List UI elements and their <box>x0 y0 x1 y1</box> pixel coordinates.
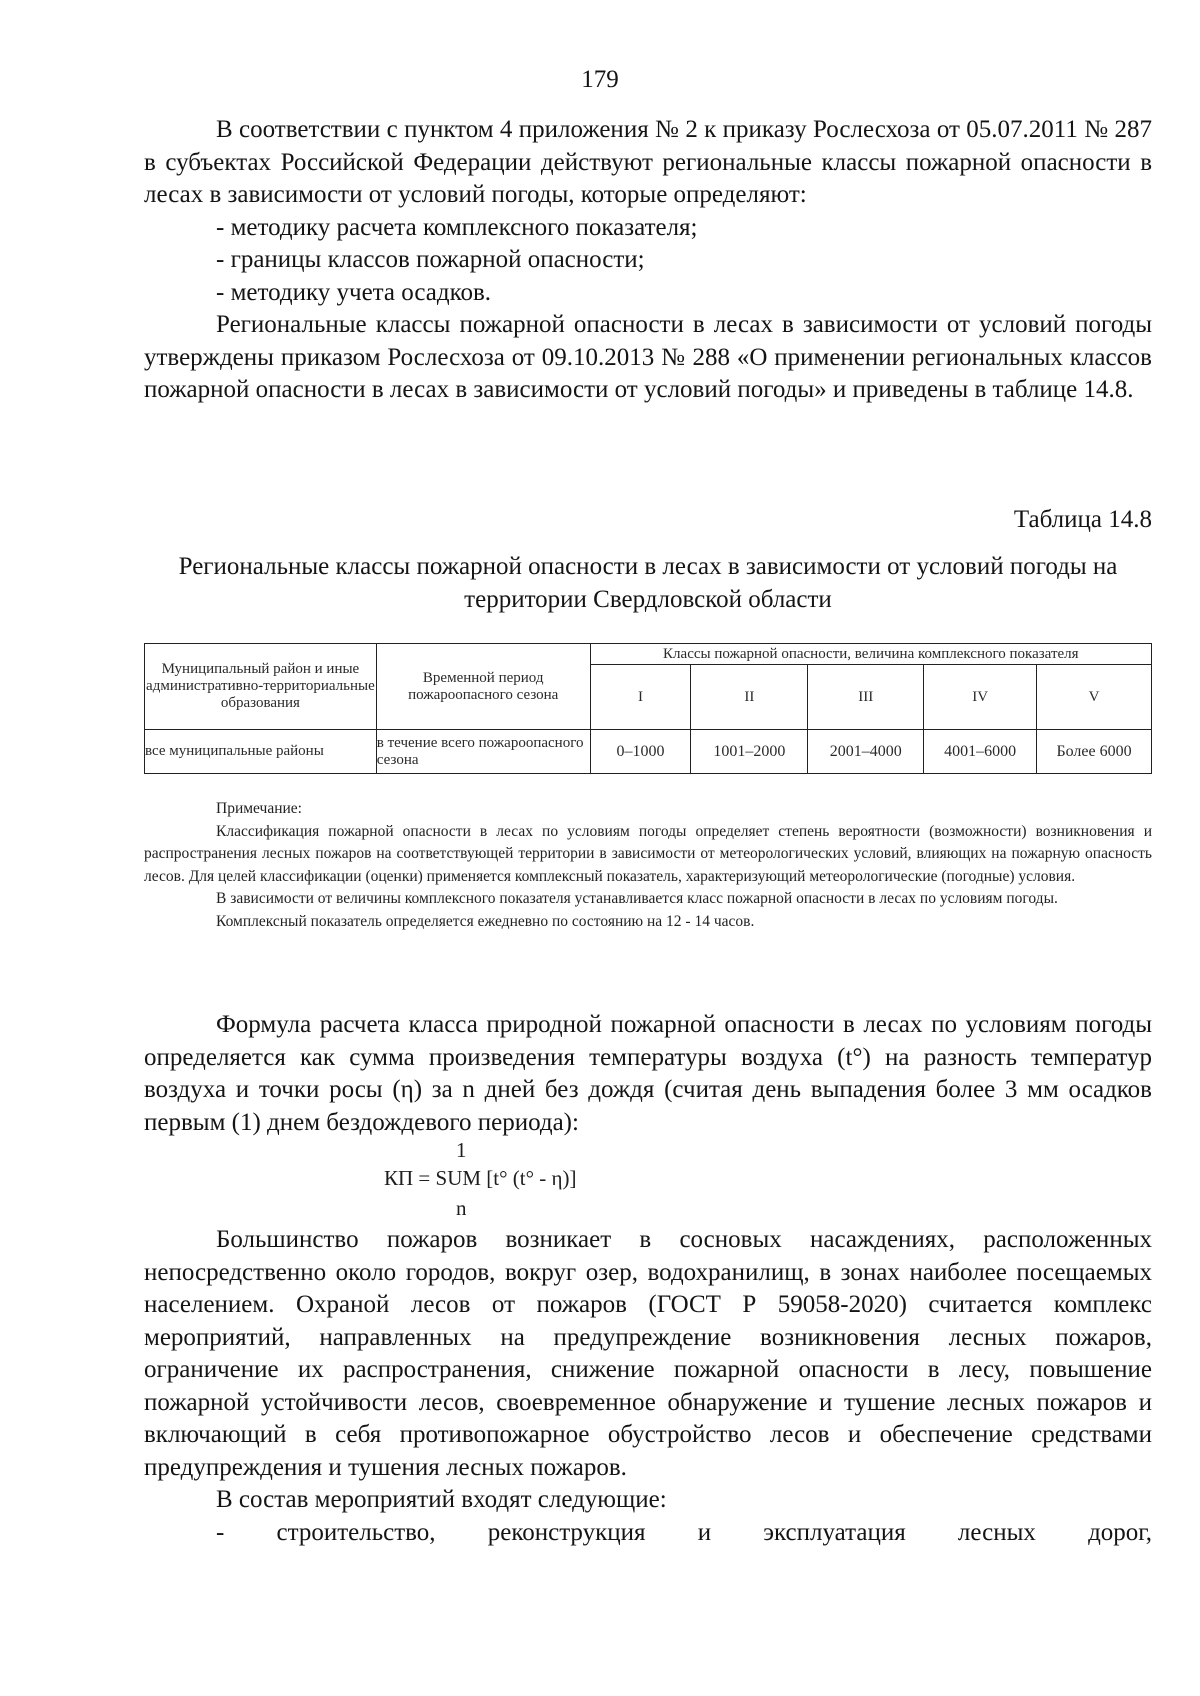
fire-protection-section <box>144 1224 1152 1549</box>
table-row <box>145 730 1152 774</box>
formula-lower-limit: n <box>456 1196 467 1220</box>
list-item: - границы классов пожарной опасности; <box>216 246 645 273</box>
list-item: - строительство, реконструкция и эксплуатация лесных дорог, <box>216 1518 1152 1546</box>
fires-paragraph: В состав мероприятий входят следующие: <box>216 1486 667 1513</box>
header-classes-group: Классы пожарной опасности, величина комплексного показателя <box>590 644 1151 665</box>
cell-value: 4001–6000 <box>924 730 1037 774</box>
cell-value: 1001–2000 <box>691 730 808 774</box>
table-note <box>144 798 1152 933</box>
header-municipality: Муниципальный район и иные административно-территориальные образования <box>145 644 377 730</box>
note-paragraph: В зависимости от величины комплексного показателя устанавливается класс пожарной опасности в лесах по условиям погоды. <box>216 890 1058 907</box>
table-label: Таблица 14.8 <box>1013 506 1152 533</box>
header-period: Временной период пожароопасного сезона <box>376 644 590 730</box>
cell-value: 2001–4000 <box>808 730 924 774</box>
header-class: V <box>1037 665 1152 730</box>
intro-section <box>144 114 1152 407</box>
header-class: III <box>808 665 924 730</box>
fire-danger-table <box>144 643 1152 774</box>
page-number: 179 <box>581 66 619 93</box>
note-paragraph: Классификация пожарной опасности в лесах по условиям погоды определяет степень вероятности (возможности) возникновения и распространения лесных пожаров на соответствующей территории в зависимости от метеорологических условий, влияющих на пожарную опасность лесов. Для целей классификации (оценки) применяется комплексный показатель, характеризующий метеорологические (погодные) условия. <box>144 822 1152 885</box>
cell-value: Более 6000 <box>1037 730 1152 774</box>
header-class: IV <box>924 665 1037 730</box>
cell-value: 0–1000 <box>590 730 691 774</box>
note-paragraph: Комплексный показатель определяется ежедневно по состоянию на 12 - 14 часов. <box>216 912 755 930</box>
intro-paragraph: Региональные классы пожарной опасности в лесах в зависимости от условий погоды утверждены приказом Рослесхоза от 09.10.2013 № 288 «О применении региональных классов пожарной опасности в лесах в зависимости от условий погоды» и приведены в таблице 14.8. <box>144 311 1152 403</box>
header-class: I <box>590 665 691 730</box>
fires-paragraph: Большинство пожаров возникает в сосновых насаждениях, расположенных непосредственно около городов, вокруг озер, водохранилищ, в зонах наиболее посещаемых населением. Охраной лесов от пожаров (ГОСТ Р 59058-2020) считается комплекс мероприятий, направленных на предупреждение возникновения лесных пожаров, ограничение их распространения, снижение пожарной опасности в лесу, повышение пожарной устойчивости лесов, своевременное обнаружение и тушение лесных пожаров и включающий в себя противопожарное обустройство лесов и обеспечение средствами предупреждения и тушения лесных пожаров. <box>144 1226 1152 1481</box>
formula-upper-limit: 1 <box>456 1138 467 1162</box>
cell-period: в течение всего пожароопасного сезона <box>376 730 590 774</box>
cell-municipality: все муниципальные районы <box>145 730 377 774</box>
formula-expression: КП = SUM [t° (t° - η)] <box>384 1166 577 1190</box>
list-item: - методику учета осадков. <box>216 278 492 306</box>
header-class: II <box>691 665 808 730</box>
table-title: Региональные классы пожарной опасности в лесах в зависимости от условий погоды на территории Свердловской области <box>178 553 1118 613</box>
formula-paragraph: Формула расчета класса природной пожарной опасности в лесах по условиям погоды определяется как сумма произведения температуры воздуха (t°) на разность температур воздуха и точки росы (η) за n дней без дождя (считая день выпадения более 3 мм осадков первым (1) днем бездождевого периода): <box>144 1011 1152 1136</box>
formula-description <box>144 1009 1152 1139</box>
note-heading: Примечание: <box>216 800 302 817</box>
list-item: - методику расчета комплексного показателя; <box>216 213 698 241</box>
intro-paragraph: В соответствии с пунктом 4 приложения № 2 к приказу Рослесхоза от 05.07.2011 № 287 в субъектах Российской Федерации действуют региональные классы пожарной опасности в лесах в зависимости от условий погоды, которые определяют: <box>144 116 1152 208</box>
